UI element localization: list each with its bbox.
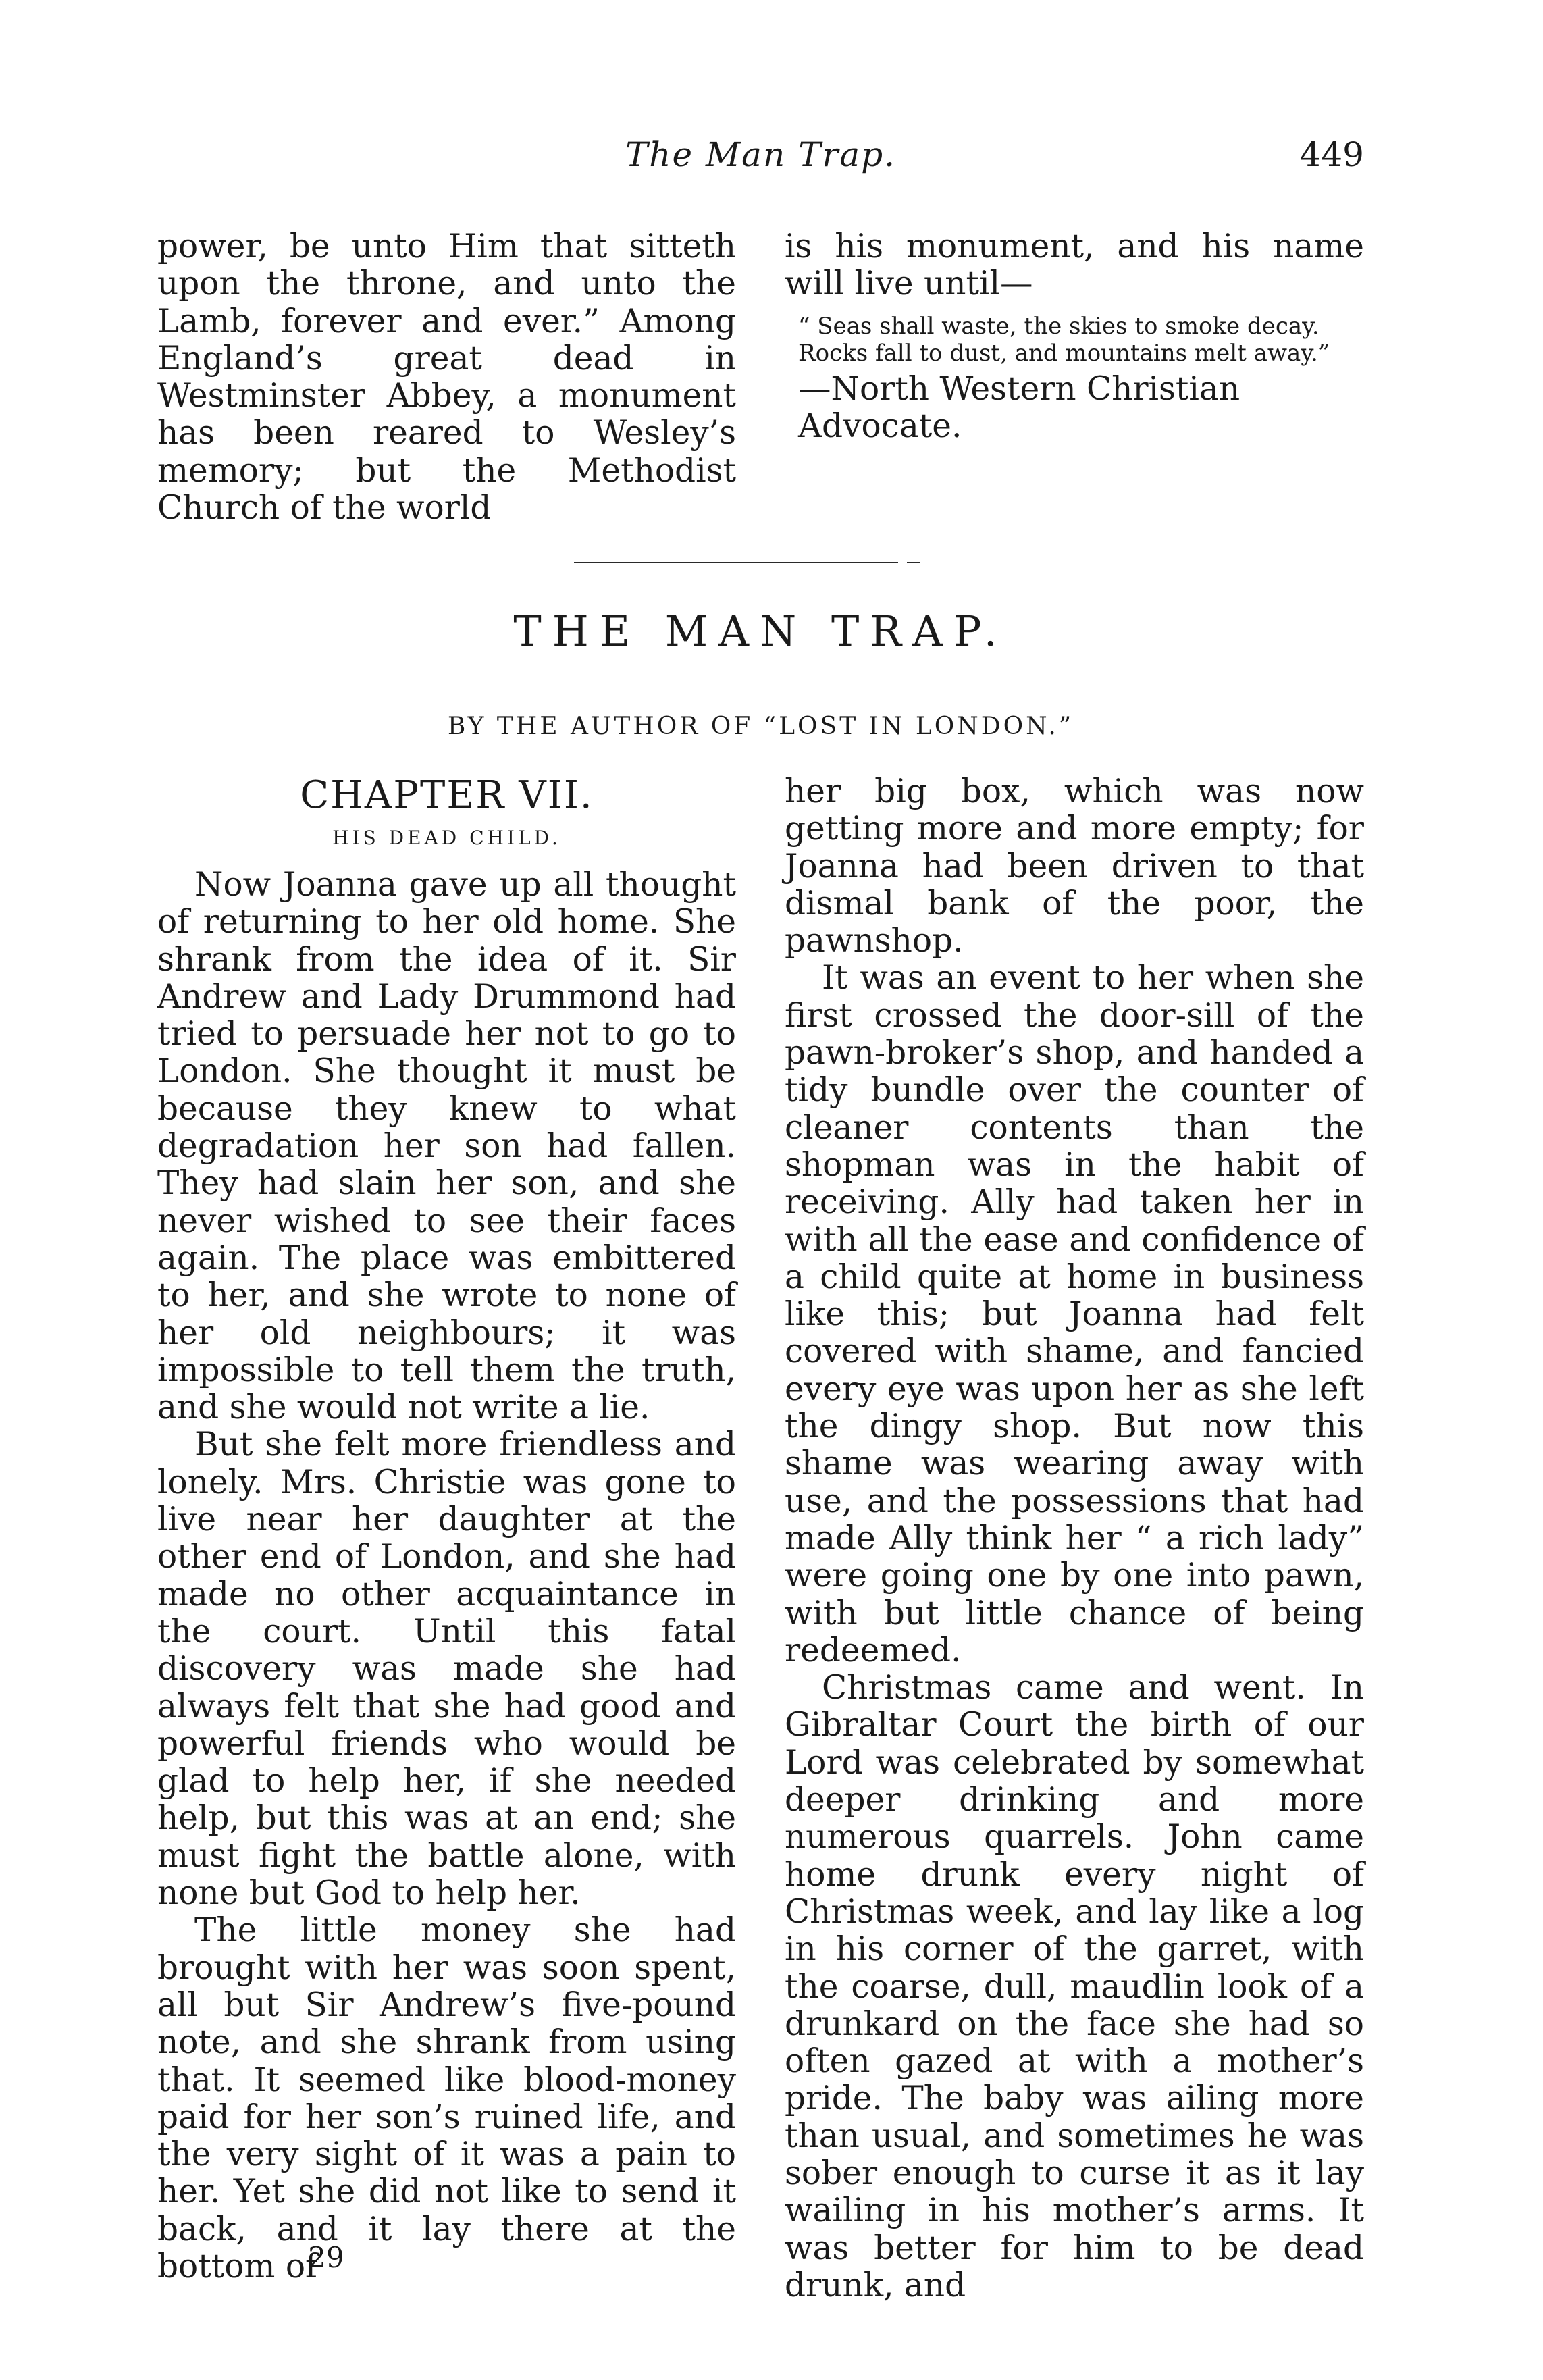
section-divider-tail — [907, 562, 920, 563]
poem-line-2: Rocks fall to dust, and mountains melt away.” — [798, 339, 1330, 367]
paragraph: It was an event to her when she first crossed the door-sill of the pawn-broker’s shop, and handed a tidy bundle over the counter of cleaner contents than the shopman was in the habit of receiving. Ally had taken her in with all the ease and confidence of a child quite at home in business like this; but Joanna had felt covered with shame, and fancied every eye was upon her as she left the dingy shop. But now this shame was wearing away with use, and the possessions that had made Ally think her “ a rich lady” were going one by one into pawn, with but little chance of being redeemed. — [785, 959, 1364, 1670]
preceding-text-right: is his monument, and his name will live until— — [785, 228, 1364, 303]
preceding-article-left — [157, 228, 736, 527]
paragraph: The little money she had brought with her was soon spent, all but Sir Andrew’s five-pound note, and she shrank from using that. It seemed like blood-money paid for her son’s ruined life, and the very sight of it was a pain to her. Yet she did not like to send it back, and it lay there at the bottom of — [157, 1911, 736, 2285]
attribution: —North Western Christian Advocate. — [798, 369, 1240, 445]
right-column — [785, 773, 1364, 2304]
running-title: The Man Trap. — [625, 135, 897, 174]
poem-line-1: “ Seas shall waste, the skies to smoke decay. — [798, 312, 1319, 340]
preceding-article-right — [785, 228, 1364, 445]
poem-quote — [785, 313, 1364, 367]
paragraph: her big box, which was now getting more and more empty; for Joanna had been driven to that dismal bank of the poor, the pawnshop. — [785, 773, 1364, 960]
article-byline: BY THE AUTHOR OF “LOST IN LONDON.” — [447, 713, 1074, 740]
paragraph: Now Joanna gave up all thought of returning to her old home. She shrank from the idea of it. Sir Andrew and Lady Drummond had tried to persuade her not to go to London. She thought it must be because they knew to what degradation her son had fallen. They had slain her son, and she never wished to see their faces again. The place was embittered to her, and she wrote to none of her old neighbours; it was impossible to tell them the truth, and she would not write a lie. — [157, 866, 736, 1427]
running-head — [157, 135, 1364, 176]
left-column — [157, 773, 736, 2285]
section-divider — [574, 562, 898, 563]
page-number: 449 — [1299, 135, 1364, 174]
chapter-title: CHAPTER VII. — [300, 773, 594, 817]
signature-mark: 29 — [308, 2241, 344, 2274]
paragraph: Christmas came and went. In Gibraltar Court the birth of our Lord was celebrated by somewhat deeper drinking and more numerous quarrels. John came home drunk every night of Christmas week, and lay like a log in his corner of the garret, with the coarse, dull, maudlin look of a drunkard on the face she had so often gazed at with a mother’s pride. The baby was ailing more than usual, and sometimes he was sober enough to curse it as it lay wailing in his mother’s arms. It was better for him to be dead drunk, and — [785, 1669, 1364, 2304]
article-title: THE MAN TRAP. — [513, 606, 1008, 656]
chapter-subtitle: HIS DEAD CHILD. — [332, 827, 561, 849]
paragraph: But she felt more friendless and lonely. Mrs. Christie was gone to live near her daughter at the other end of London, and she had made no other acquaintance in the court. Until this fatal discovery was made she had always felt that she had good and powerful friends who would be glad to help her, if she needed help, but this was at an end; she must fight the battle alone, with none but God to help her. — [157, 1426, 736, 1913]
preceding-text-left: power, be unto Him that sitteth upon the throne, and unto the Lamb, forever and ever.” Among England’s great dead in Westminster Abbey, a monument has been reared to Wesley’s memory; but the Methodist Church of the world — [157, 228, 736, 527]
